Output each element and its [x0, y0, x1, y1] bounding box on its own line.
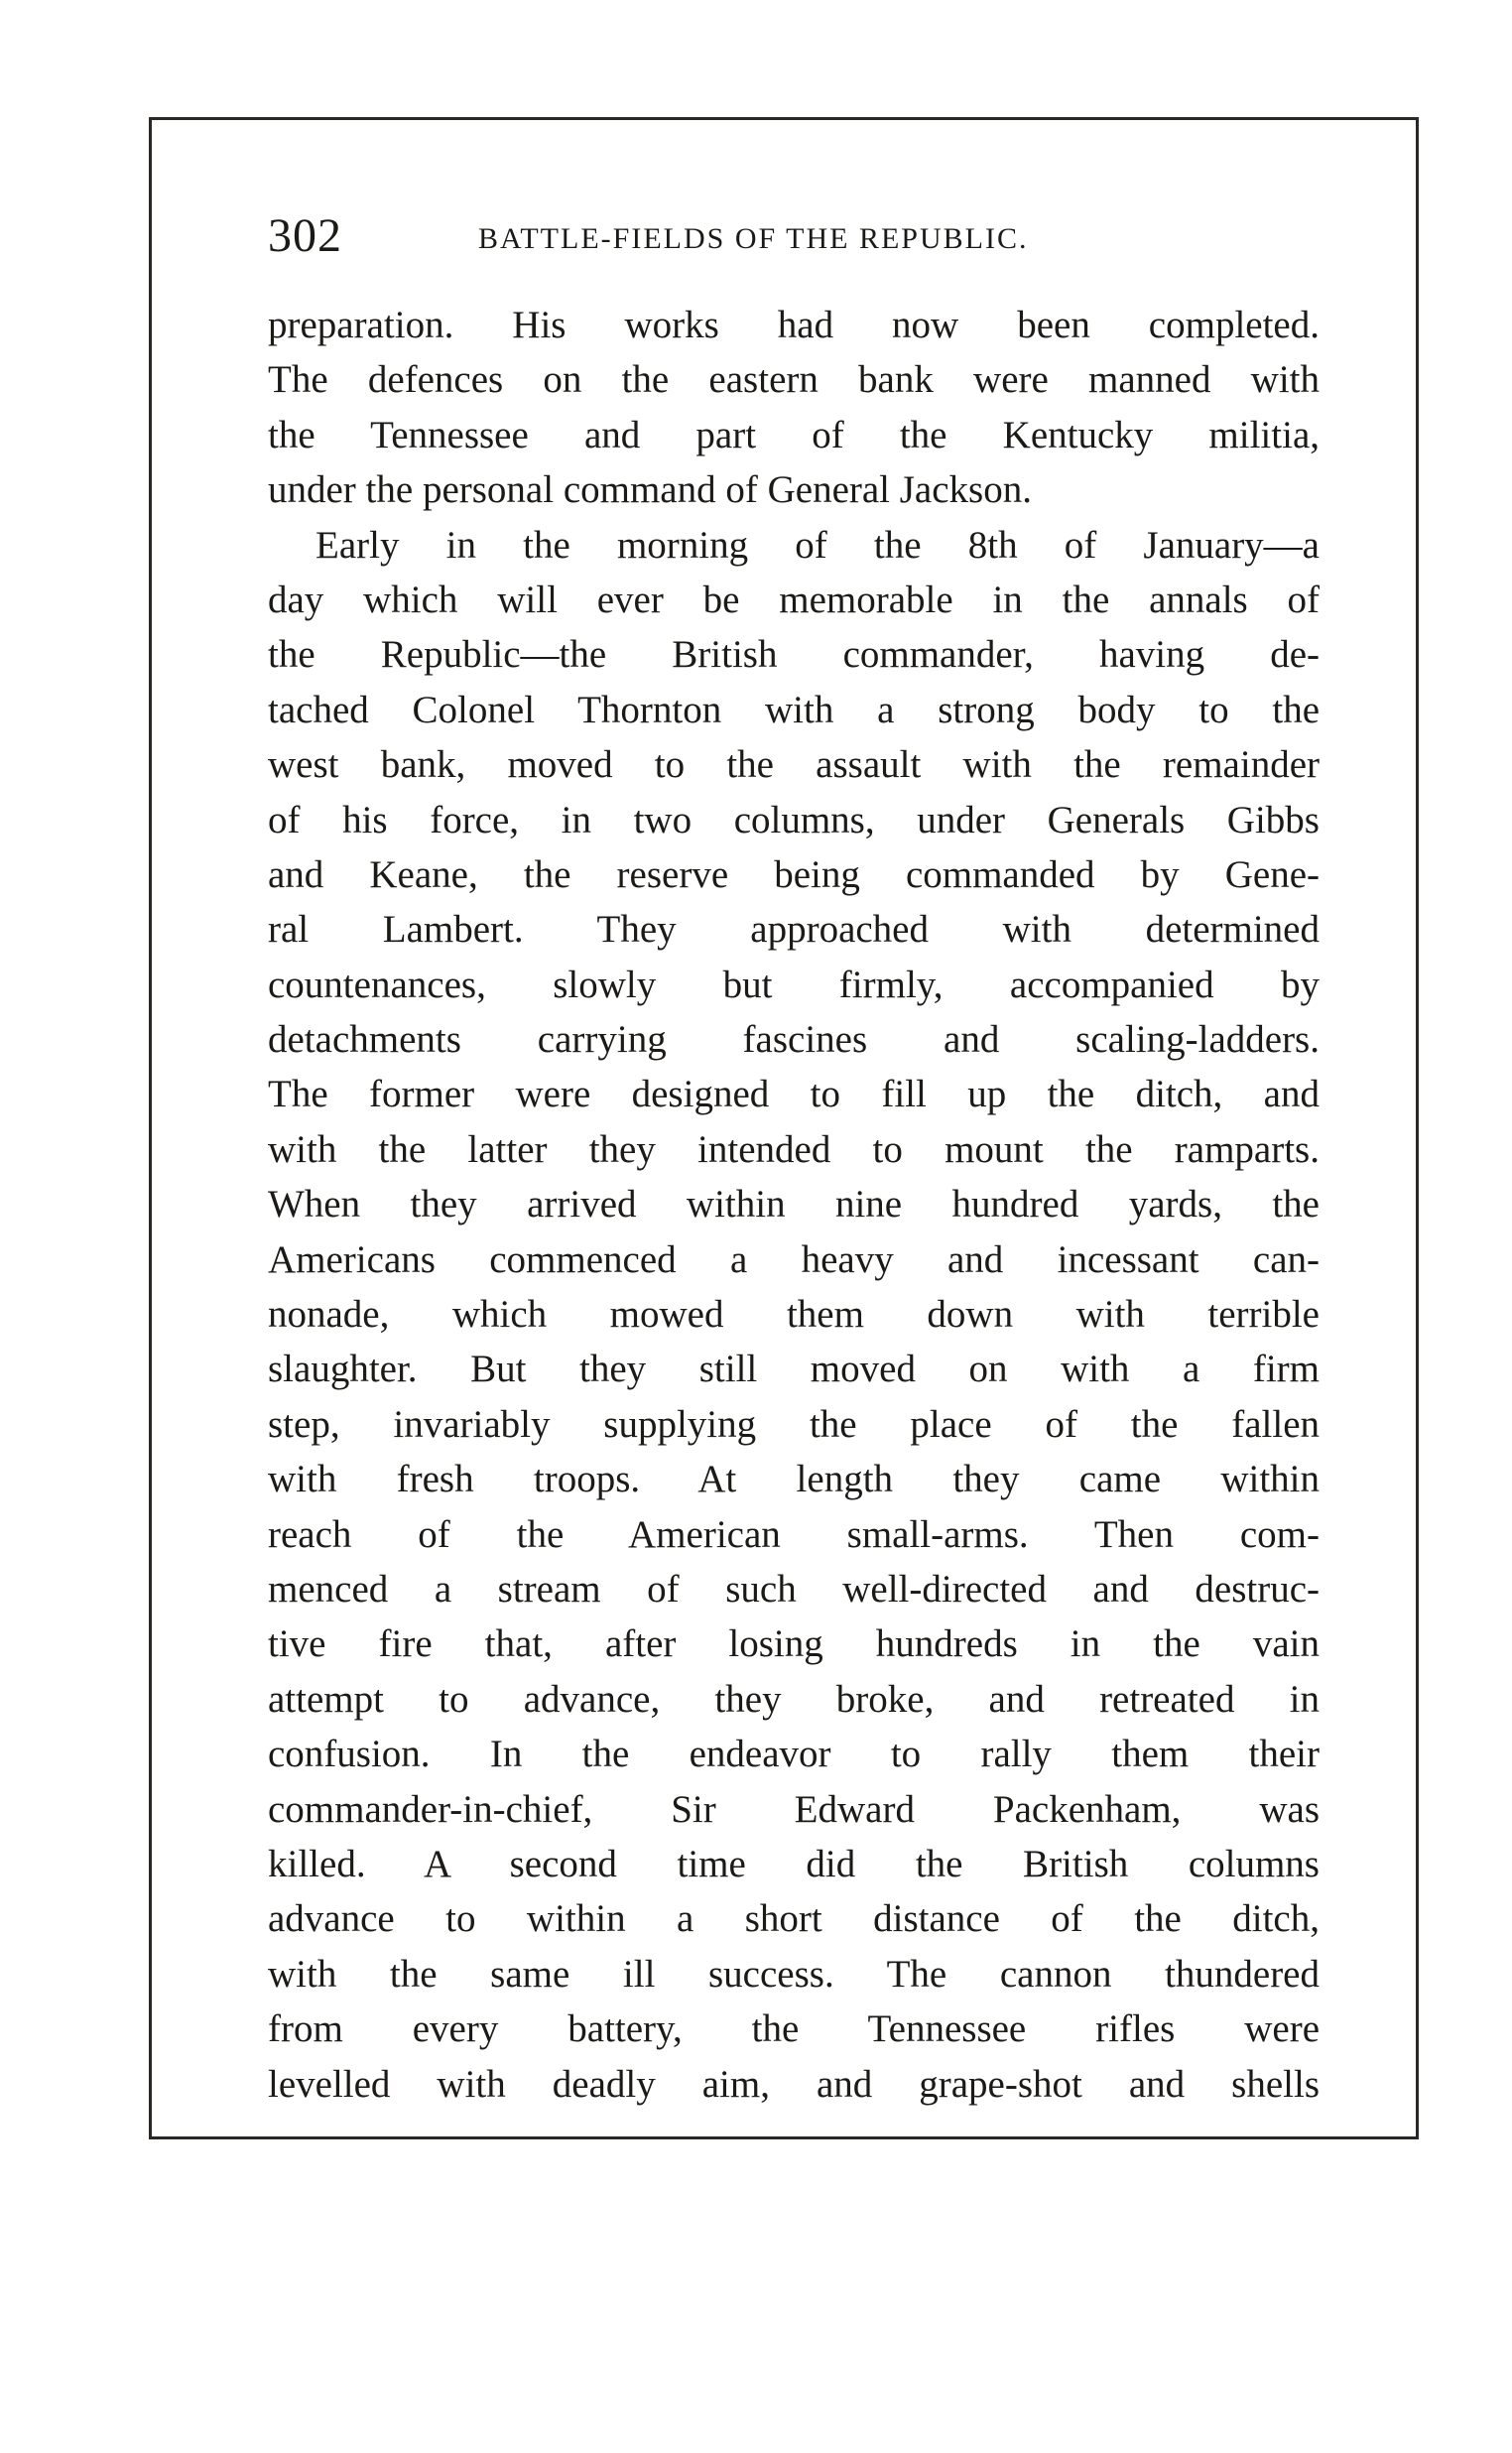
text-line: advance to within a short distance of the ditch,: [268, 1897, 1320, 1941]
page-header: [268, 208, 1320, 268]
text-line: killed. A second time did the British columns: [268, 1842, 1320, 1885]
text-line: with the latter they intended to mount the ramparts.: [268, 1127, 1320, 1171]
text-line: under the personal command of General Jackson.: [268, 468, 1032, 512]
text-line: levelled with deadly aim, and grape-shot and shells: [268, 2062, 1320, 2106]
text-line: menced a stream of such well-directed and destruc-: [268, 1567, 1320, 1611]
text-line: The former were designed to fill up the ditch, and: [268, 1073, 1320, 1116]
text-line: preparation. His works had now been completed.: [268, 304, 1320, 346]
text-line: tive fire that, after losing hundreds in the vain: [268, 1622, 1320, 1666]
text-line: step, invariably supplying the place of the fallen: [268, 1402, 1320, 1446]
text-line: day which will ever be memorable in the annals of: [268, 578, 1320, 621]
text-line: commander-in-chief, Sir Edward Packenham, was: [268, 1787, 1320, 1831]
text-line: with the same ill success. The cannon thundered: [268, 1952, 1320, 1996]
text-line: Early in the morning of the 8th of January—a: [315, 523, 1320, 567]
text-line: reach of the American small-arms. Then com-: [268, 1512, 1320, 1556]
text-line: countenances, slowly but firmly, accompanied by: [268, 963, 1320, 1006]
text-line: and Keane, the reserve being commanded by Gene-: [268, 852, 1320, 896]
text-line: When they arrived within nine hundred yards, the: [268, 1183, 1320, 1226]
text-line: of his force, in two columns, under Generals Gibbs: [268, 798, 1320, 841]
text-line: nonade, which mowed them down with terrible: [268, 1293, 1320, 1337]
running-head: BATTLE-FIELDS OF THE REPUBLIC.: [478, 222, 1029, 255]
text-line: slaughter. But they still moved on with a firm: [268, 1348, 1320, 1391]
text-line: Americans commenced a heavy and incessant can-: [268, 1237, 1320, 1281]
text-line: ral Lambert. They approached with determined: [268, 908, 1320, 952]
page-number: 302: [268, 209, 342, 262]
text-line: attempt to advance, they broke, and retreated in: [268, 1677, 1320, 1721]
text-line: detachments carrying fascines and scaling-ladders.: [268, 1018, 1320, 1062]
text-line: confusion. In the endeavor to rally them their: [268, 1733, 1320, 1776]
text-line: the Republic—the British commander, having de-: [268, 633, 1320, 677]
body-text: [268, 298, 1320, 2112]
text-line: tached Colonel Thornton with a strong body to the: [268, 688, 1320, 731]
text-line: west bank, moved to the assault with the remainder: [268, 743, 1320, 787]
text-line: with fresh troops. At length they came within: [268, 1458, 1320, 1501]
text-line: from every battery, the Tennessee rifles were: [268, 2007, 1320, 2051]
text-line: the Tennessee and part of the Kentucky militia,: [268, 413, 1320, 456]
text-line: The defences on the eastern bank were manned with: [268, 358, 1320, 402]
